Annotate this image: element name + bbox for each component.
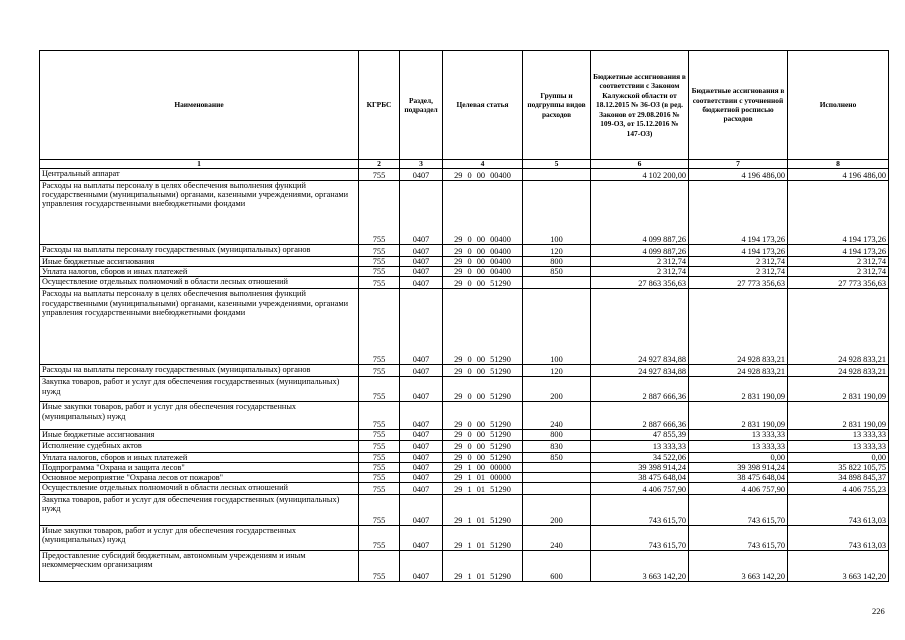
row-sum-executed: 743 613,03 bbox=[788, 495, 889, 526]
row-celevaya: 29 0 00 51290 bbox=[443, 365, 523, 377]
row-sum-law: 2 312,74 bbox=[591, 257, 689, 267]
col-number: 1 bbox=[40, 160, 359, 169]
budget-table bbox=[39, 50, 889, 582]
row-sum-refined: 2 312,74 bbox=[689, 257, 788, 267]
row-vr: 200 bbox=[523, 377, 591, 402]
col-number: 8 bbox=[788, 160, 889, 169]
row-celevaya: 29 0 00 51290 bbox=[443, 430, 523, 440]
row-sum-law: 34 522,06 bbox=[591, 452, 689, 462]
row-sum-law: 27 863 356,63 bbox=[591, 277, 689, 289]
row-celevaya: 29 1 01 51290 bbox=[443, 526, 523, 551]
row-name: Центральный аппарат bbox=[40, 169, 359, 181]
table-row bbox=[40, 495, 889, 526]
row-celevaya: 29 1 01 51290 bbox=[443, 551, 523, 582]
row-name: Иные бюджетные ассигнования bbox=[40, 257, 359, 267]
row-razdel: 0407 bbox=[400, 430, 443, 440]
row-celevaya: 29 1 01 00000 bbox=[443, 473, 523, 483]
row-sum-law: 4 099 887,26 bbox=[591, 245, 689, 257]
row-vr bbox=[523, 169, 591, 181]
row-sum-executed: 27 773 356,63 bbox=[788, 277, 889, 289]
row-celevaya: 29 0 00 51290 bbox=[443, 440, 523, 452]
column-number-row bbox=[40, 160, 889, 169]
row-celevaya: 29 0 00 00400 bbox=[443, 169, 523, 181]
row-sum-refined: 27 773 356,63 bbox=[689, 277, 788, 289]
row-razdel: 0407 bbox=[400, 462, 443, 472]
table-row bbox=[40, 277, 889, 289]
row-sum-executed: 4 406 755,23 bbox=[788, 483, 889, 495]
row-name: Подпрограмма "Охрана и защита лесов" bbox=[40, 462, 359, 472]
row-celevaya: 29 1 00 00000 bbox=[443, 462, 523, 472]
row-vr: 850 bbox=[523, 267, 591, 277]
row-kgrbs: 755 bbox=[359, 169, 400, 181]
row-celevaya: 29 1 01 51290 bbox=[443, 495, 523, 526]
row-sum-refined: 3 663 142,20 bbox=[689, 551, 788, 582]
table-row bbox=[40, 377, 889, 402]
row-vr: 100 bbox=[523, 289, 591, 365]
row-kgrbs: 755 bbox=[359, 377, 400, 402]
row-razdel: 0407 bbox=[400, 495, 443, 526]
row-razdel: 0407 bbox=[400, 365, 443, 377]
row-sum-executed: 13 333,33 bbox=[788, 440, 889, 452]
table-row bbox=[40, 289, 889, 365]
row-name: Закупка товаров, работ и услуг для обеспечения государственных (муниципальных) нужд bbox=[40, 495, 359, 526]
row-razdel: 0407 bbox=[400, 377, 443, 402]
table-row bbox=[40, 181, 889, 245]
row-razdel: 0407 bbox=[400, 257, 443, 267]
row-kgrbs: 755 bbox=[359, 462, 400, 472]
row-vr: 850 bbox=[523, 452, 591, 462]
row-razdel: 0407 bbox=[400, 526, 443, 551]
row-name: Осуществление отдельных полномочий в области лесных отношений bbox=[40, 483, 359, 495]
row-razdel: 0407 bbox=[400, 267, 443, 277]
row-kgrbs: 755 bbox=[359, 483, 400, 495]
header-gruppy: Группы и подгруппы видов расходов bbox=[523, 51, 591, 160]
row-sum-refined: 4 196 486,00 bbox=[689, 169, 788, 181]
row-kgrbs: 755 bbox=[359, 452, 400, 462]
row-vr: 100 bbox=[523, 181, 591, 245]
row-razdel: 0407 bbox=[400, 551, 443, 582]
row-sum-law: 24 927 834,88 bbox=[591, 365, 689, 377]
header-razdel: Раздел, подраздел bbox=[400, 51, 443, 160]
row-kgrbs: 755 bbox=[359, 267, 400, 277]
row-sum-law: 743 615,70 bbox=[591, 495, 689, 526]
row-sum-executed: 2 312,74 bbox=[788, 257, 889, 267]
row-sum-law: 2 887 666,36 bbox=[591, 377, 689, 402]
row-razdel: 0407 bbox=[400, 289, 443, 365]
row-sum-executed: 24 928 833,21 bbox=[788, 289, 889, 365]
row-vr: 830 bbox=[523, 440, 591, 452]
col-number: 3 bbox=[400, 160, 443, 169]
table-row bbox=[40, 430, 889, 440]
table-row bbox=[40, 169, 889, 181]
table-row bbox=[40, 365, 889, 377]
row-name: Расходы на выплаты персоналу в целях обеспечения выполнения функций государственными (муниципальными) органами, казенными учреждениями, органами управления государственными внебюджетными фондами bbox=[40, 181, 359, 245]
row-name: Расходы на выплаты персоналу в целях обеспечения выполнения функций государственными (муниципальными) органами, казенными учреждениями, органами управления государственными внебюджетными фондами bbox=[40, 289, 359, 365]
row-sum-refined: 24 928 833,21 bbox=[689, 289, 788, 365]
row-kgrbs: 755 bbox=[359, 526, 400, 551]
row-sum-executed: 0,00 bbox=[788, 452, 889, 462]
row-kgrbs: 755 bbox=[359, 365, 400, 377]
row-sum-refined: 4 406 757,90 bbox=[689, 483, 788, 495]
row-sum-refined: 13 333,33 bbox=[689, 430, 788, 440]
row-sum-law: 3 663 142,20 bbox=[591, 551, 689, 582]
table-row bbox=[40, 257, 889, 267]
row-razdel: 0407 bbox=[400, 181, 443, 245]
row-kgrbs: 755 bbox=[359, 440, 400, 452]
row-celevaya: 29 0 00 00400 bbox=[443, 181, 523, 245]
row-sum-executed: 2 312,74 bbox=[788, 267, 889, 277]
row-sum-law: 4 099 887,26 bbox=[591, 181, 689, 245]
row-razdel: 0407 bbox=[400, 245, 443, 257]
header-celevaya: Целевая статья bbox=[443, 51, 523, 160]
table-row bbox=[40, 483, 889, 495]
header-ispolneno: Исполнено bbox=[788, 51, 889, 160]
row-sum-refined: 38 475 648,04 bbox=[689, 473, 788, 483]
row-sum-refined: 2 312,74 bbox=[689, 267, 788, 277]
row-kgrbs: 755 bbox=[359, 277, 400, 289]
row-sum-refined: 13 333,33 bbox=[689, 440, 788, 452]
row-sum-refined: 4 194 173,26 bbox=[689, 181, 788, 245]
row-kgrbs: 755 bbox=[359, 257, 400, 267]
col-number: 6 bbox=[591, 160, 689, 169]
row-kgrbs: 755 bbox=[359, 289, 400, 365]
row-sum-law: 2 887 666,36 bbox=[591, 402, 689, 430]
row-name: Закупка товаров, работ и услуг для обеспечения государственных (муниципальных) нужд bbox=[40, 377, 359, 402]
row-celevaya: 29 0 00 00400 bbox=[443, 267, 523, 277]
row-celevaya: 29 0 00 51290 bbox=[443, 402, 523, 430]
row-vr: 240 bbox=[523, 526, 591, 551]
row-vr: 240 bbox=[523, 402, 591, 430]
row-sum-executed: 3 663 142,20 bbox=[788, 551, 889, 582]
row-sum-refined: 2 831 190,09 bbox=[689, 377, 788, 402]
row-name: Иные закупки товаров, работ и услуг для обеспечения государственных (муниципальных) нужд bbox=[40, 402, 359, 430]
row-sum-executed: 2 831 190,09 bbox=[788, 377, 889, 402]
row-name: Осуществление отдельных полномочий в области лесных отношений bbox=[40, 277, 359, 289]
row-sum-refined: 2 831 190,09 bbox=[689, 402, 788, 430]
table-row bbox=[40, 462, 889, 472]
row-sum-law: 13 333,33 bbox=[591, 440, 689, 452]
row-sum-law: 39 398 914,24 bbox=[591, 462, 689, 472]
row-sum-executed: 13 333,33 bbox=[788, 430, 889, 440]
row-name: Уплата налогов, сборов и иных платежей bbox=[40, 452, 359, 462]
table-body bbox=[40, 169, 889, 582]
row-sum-refined: 0,00 bbox=[689, 452, 788, 462]
row-vr bbox=[523, 473, 591, 483]
row-sum-refined: 24 928 833,21 bbox=[689, 365, 788, 377]
row-razdel: 0407 bbox=[400, 277, 443, 289]
row-celevaya: 29 0 00 00400 bbox=[443, 245, 523, 257]
row-sum-law: 47 855,39 bbox=[591, 430, 689, 440]
row-sum-law: 24 927 834,88 bbox=[591, 289, 689, 365]
table-row bbox=[40, 473, 889, 483]
row-vr: 800 bbox=[523, 257, 591, 267]
row-sum-refined: 39 398 914,24 bbox=[689, 462, 788, 472]
row-vr bbox=[523, 483, 591, 495]
row-name: Предоставление субсидий бюджетным, автономным учреждениям и иным некоммерческим организациям bbox=[40, 551, 359, 582]
row-celevaya: 29 0 00 51290 bbox=[443, 289, 523, 365]
col-number: 5 bbox=[523, 160, 591, 169]
row-sum-law: 4 406 757,90 bbox=[591, 483, 689, 495]
row-kgrbs: 755 bbox=[359, 473, 400, 483]
row-sum-refined: 743 615,70 bbox=[689, 495, 788, 526]
row-celevaya: 29 0 00 00400 bbox=[443, 257, 523, 267]
row-sum-executed: 24 928 833,21 bbox=[788, 365, 889, 377]
row-name: Расходы на выплаты персоналу государственных (муниципальных) органов bbox=[40, 245, 359, 257]
row-sum-executed: 34 898 845,37 bbox=[788, 473, 889, 483]
table-row bbox=[40, 245, 889, 257]
row-sum-executed: 2 831 190,09 bbox=[788, 402, 889, 430]
row-sum-refined: 4 194 173,26 bbox=[689, 245, 788, 257]
row-name: Основное мероприятие "Охрана лесов от пожаров" bbox=[40, 473, 359, 483]
row-vr bbox=[523, 277, 591, 289]
row-celevaya: 29 0 00 51290 bbox=[443, 452, 523, 462]
row-vr: 120 bbox=[523, 365, 591, 377]
col-number: 4 bbox=[443, 160, 523, 169]
row-celevaya: 29 1 01 51290 bbox=[443, 483, 523, 495]
table-header-row bbox=[40, 51, 889, 160]
header-utochn: Бюджетные ассигнования в соответствии с уточненной бюджетной росписью расходов bbox=[689, 51, 788, 160]
row-vr: 120 bbox=[523, 245, 591, 257]
row-celevaya: 29 0 00 51290 bbox=[443, 277, 523, 289]
row-razdel: 0407 bbox=[400, 452, 443, 462]
row-name: Иные бюджетные ассигнования bbox=[40, 430, 359, 440]
row-vr: 600 bbox=[523, 551, 591, 582]
row-kgrbs: 755 bbox=[359, 551, 400, 582]
row-name: Иные закупки товаров, работ и услуг для обеспечения государственных (муниципальных) нужд bbox=[40, 526, 359, 551]
header-zakon: Бюджетные ассигнования в соответствии с Законом Калужской области от 18.12.2015 № 36-ОЗ (в ред. Законов от 29.08.2016 № 109-ОЗ, от 15.12.2016 № 147-ОЗ) bbox=[591, 51, 689, 160]
header-kgrbs: КГРБС bbox=[359, 51, 400, 160]
row-sum-executed: 4 194 173,26 bbox=[788, 181, 889, 245]
row-razdel: 0407 bbox=[400, 483, 443, 495]
table-row bbox=[40, 267, 889, 277]
header-name: Наименование bbox=[40, 51, 359, 160]
row-vr bbox=[523, 462, 591, 472]
row-sum-law: 2 312,74 bbox=[591, 267, 689, 277]
row-kgrbs: 755 bbox=[359, 402, 400, 430]
row-sum-law: 4 102 200,00 bbox=[591, 169, 689, 181]
row-name: Расходы на выплаты персоналу государственных (муниципальных) органов bbox=[40, 365, 359, 377]
row-sum-executed: 35 822 105,75 bbox=[788, 462, 889, 472]
table-row bbox=[40, 402, 889, 430]
row-kgrbs: 755 bbox=[359, 430, 400, 440]
row-celevaya: 29 0 00 51290 bbox=[443, 377, 523, 402]
row-kgrbs: 755 bbox=[359, 181, 400, 245]
table-row bbox=[40, 452, 889, 462]
row-name: Исполнение судебных актов bbox=[40, 440, 359, 452]
row-razdel: 0407 bbox=[400, 473, 443, 483]
row-sum-executed: 4 194 173,26 bbox=[788, 245, 889, 257]
page-number: 226 bbox=[872, 606, 885, 616]
row-kgrbs: 755 bbox=[359, 245, 400, 257]
row-name: Уплата налогов, сборов и иных платежей bbox=[40, 267, 359, 277]
row-vr: 800 bbox=[523, 430, 591, 440]
col-number: 2 bbox=[359, 160, 400, 169]
row-sum-executed: 743 613,03 bbox=[788, 526, 889, 551]
row-sum-law: 38 475 648,04 bbox=[591, 473, 689, 483]
table-row bbox=[40, 440, 889, 452]
row-vr: 200 bbox=[523, 495, 591, 526]
table-row bbox=[40, 526, 889, 551]
row-sum-executed: 4 196 486,00 bbox=[788, 169, 889, 181]
col-number: 7 bbox=[689, 160, 788, 169]
table-row bbox=[40, 551, 889, 582]
row-razdel: 0407 bbox=[400, 440, 443, 452]
row-razdel: 0407 bbox=[400, 402, 443, 430]
row-razdel: 0407 bbox=[400, 169, 443, 181]
row-sum-refined: 743 615,70 bbox=[689, 526, 788, 551]
row-sum-law: 743 615,70 bbox=[591, 526, 689, 551]
row-kgrbs: 755 bbox=[359, 495, 400, 526]
